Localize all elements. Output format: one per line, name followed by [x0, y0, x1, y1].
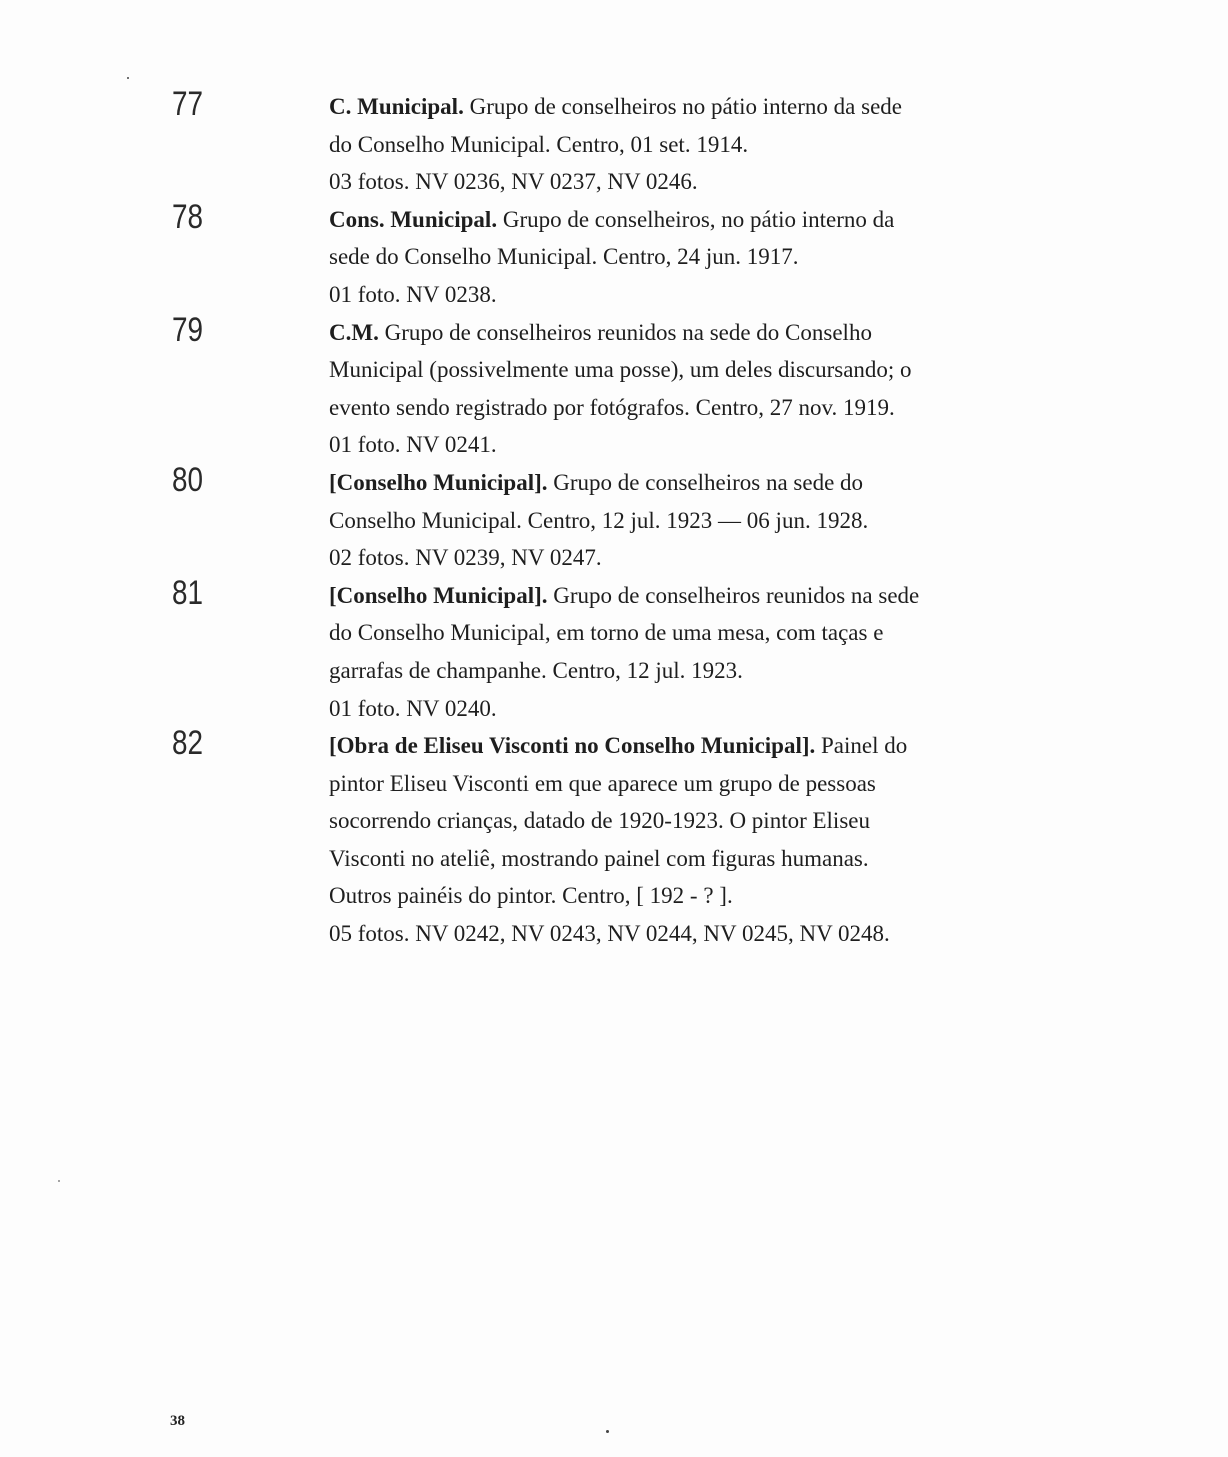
catalog-entry: [0, 197, 1228, 314]
entry-body: [329, 88, 929, 201]
entry-items: 02 fotos. NV 0239, NV 0247.: [329, 545, 602, 571]
entry-title: [Conselho Municipal].: [329, 582, 548, 608]
page-number: 38: [170, 1413, 185, 1429]
entry-items: 01 foto. NV 0241.: [329, 432, 497, 458]
entry-title: [Conselho Municipal].: [329, 469, 548, 495]
entry-description-paragraph: [329, 201, 929, 276]
entry-items: 01 foto. NV 0238.: [329, 281, 497, 307]
entry-title: C. Municipal.: [329, 94, 464, 119]
entry-body: [329, 314, 929, 464]
entry-items: 01 foto. NV 0240.: [329, 695, 497, 721]
scan-speck: [58, 1180, 60, 1182]
entry-body: [329, 577, 929, 727]
entry-title: C.M.: [329, 319, 379, 345]
catalog-entry: [0, 85, 1228, 201]
entry-description-paragraph: [329, 727, 929, 915]
entry-number: 77: [172, 85, 204, 123]
catalog-entry: [0, 724, 1228, 953]
entry-number: 82: [172, 724, 204, 763]
entry-description-paragraph: [329, 314, 929, 427]
entry-body: [329, 727, 929, 953]
entry-description-paragraph: [329, 464, 929, 539]
catalog-entry: [0, 460, 1228, 577]
catalog-entry: [0, 310, 1228, 464]
entry-description: Painel do pintor Eliseu Visconti em que aparece um grupo de pessoas socorrendo crianças, datado de 1920-1923. O pintor Eliseu Visconti no ateliê, mostrando painel com figuras humanas. Outros painéis do pintor. Centro, [ 192 - ? ].: [329, 733, 908, 909]
entry-number: 79: [172, 310, 204, 349]
entry-description: Grupo de conselheiros reunidos na sede do Conselho Municipal, em torno de uma mesa, com taças e garrafas de champanhe. Centro, 12 jul. 1923.: [329, 582, 920, 683]
entry-title: [Obra de Eliseu Visconti no Conselho Municipal].: [329, 733, 816, 759]
entry-body: [329, 201, 929, 314]
scan-speck: [127, 77, 129, 79]
entry-items: 05 fotos. NV 0242, NV 0243, NV 0244, NV 0245, NV 0248.: [329, 921, 890, 947]
entry-items: 03 fotos. NV 0236, NV 0237, NV 0246.: [329, 169, 698, 195]
entry-description: Grupo de conselheiros na sede do Conselho Municipal. Centro, 12 jul. 1923 — 06 jun. 1928.: [329, 469, 869, 533]
catalog-entries: [0, 85, 1228, 953]
entry-number: 81: [172, 573, 204, 612]
entry-description: Grupo de conselheiros reunidos na sede do Conselho Municipal (possivelmente uma posse), um deles discursando; o evento sendo registrado por fotógrafos. Centro, 27 nov. 1919.: [329, 319, 912, 420]
entry-number: 78: [172, 197, 204, 236]
scan-speck: [606, 1430, 609, 1433]
entry-title: Cons. Municipal.: [329, 206, 498, 232]
entry-description: Grupo de conselheiros, no pátio interno da sede do Conselho Municipal. Centro, 24 jun. 1917.: [329, 206, 895, 270]
entry-description-paragraph: [329, 577, 929, 690]
entry-description-paragraph: [329, 88, 929, 163]
entry-number: 80: [172, 460, 204, 499]
catalog-entry: [0, 573, 1228, 727]
entry-description: Grupo de conselheiros no pátio interno da sede do Conselho Municipal. Centro, 01 set. 1914.: [329, 94, 902, 157]
entry-body: [329, 464, 929, 577]
